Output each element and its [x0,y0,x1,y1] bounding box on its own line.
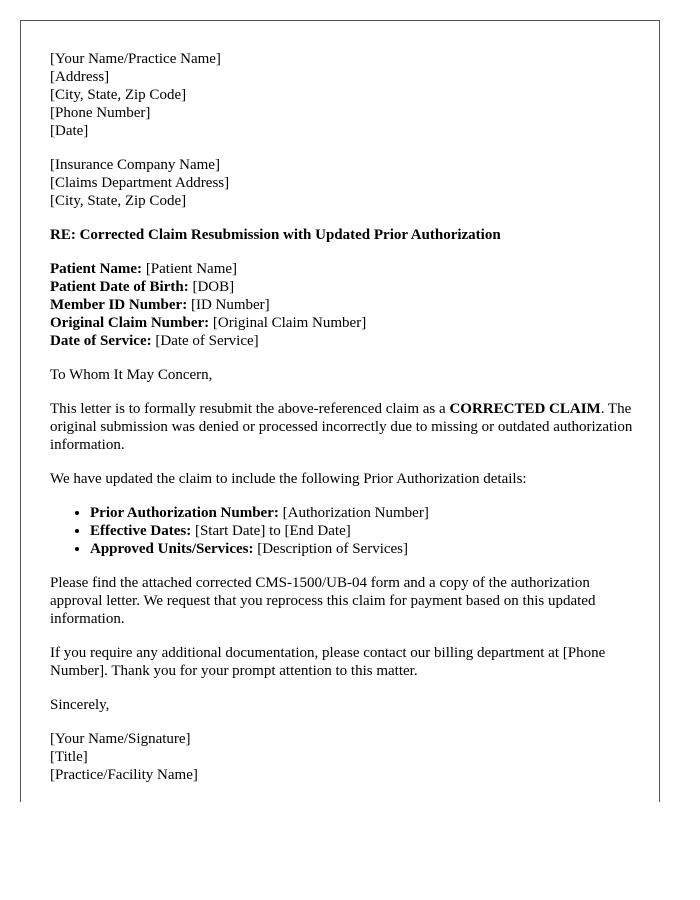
paragraph-resubmit-text [50,400,640,454]
sender-name: [Your Name/Practice Name] [50,51,221,67]
patient-dob-value: [DOB] [192,279,235,295]
date-of-service-row [50,332,640,350]
signature-title: [Title] [50,749,88,765]
sender-block [50,50,640,140]
paragraph-updated [50,470,640,488]
salutation-text: To Whom It May Concern, [50,367,213,383]
signature-practice: [Practice/Facility Name] [50,767,198,783]
paragraph-attachments [50,574,640,628]
letter-date: [Date] [50,123,89,139]
recipient-block [50,156,640,210]
list-item-effective-dates [90,522,640,540]
closing-text: Sincerely, [50,697,110,713]
auth-number-label: Prior Authorization Number: [90,505,279,521]
recipient-company: [Insurance Company Name] [50,157,220,173]
patient-name-value: [Patient Name] [145,261,238,277]
signature-name: [Your Name/Signature] [50,731,191,747]
paragraph-contact-text: If you require any additional documentation, please contact our billing department at [Phone Number]. Thank you for your prompt attention to this matter. [50,645,606,679]
patient-dob-row [50,278,640,296]
member-id-row [50,296,640,314]
approved-units-label: Approved Units/Services: [90,541,254,557]
subject-line [50,226,640,244]
list-item-auth-number [90,504,640,522]
patient-name-label: Patient Name: [50,261,143,277]
patient-name-row [50,260,640,278]
recipient-department-address: [Claims Department Address] [50,175,230,191]
date-of-service-label: Date of Service: [50,333,152,349]
paragraph-resubmit [50,400,640,454]
effective-dates-label: Effective Dates: [90,523,192,539]
original-claim-label: Original Claim Number: [50,315,210,331]
paragraph-updated-text: We have updated the claim to include the following Prior Authorization details: [50,471,527,487]
auth-details-list [50,504,640,558]
sender-city-state-zip: [City, State, Zip Code] [50,87,187,103]
recipient-city-state-zip: [City, State, Zip Code] [50,193,187,209]
list-item-approved-units [90,540,640,558]
paragraph-contact [50,644,640,680]
auth-number-value: [Authorization Number] [282,505,429,521]
paragraph-resubmit-before: This letter is to formally resubmit the above-referenced claim as a [50,401,450,417]
letter-content [50,50,640,800]
effective-dates-value: [Start Date] to [End Date] [194,523,351,539]
patient-info-block [50,260,640,350]
corrected-claim-emphasis: CORRECTED CLAIM [449,401,601,417]
date-of-service-value: [Date of Service] [155,333,259,349]
sender-address: [Address] [50,69,110,85]
member-id-label: Member ID Number: [50,297,188,313]
paragraph-attachments-text: Please find the attached corrected CMS-1500/UB-04 form and a copy of the authorization approval letter. We request that you reprocess this claim for payment based on this updated information. [50,575,596,627]
original-claim-row [50,314,640,332]
member-id-value: [ID Number] [190,297,270,313]
approved-units-value: [Description of Services] [257,541,409,557]
patient-dob-label: Patient Date of Birth: [50,279,189,295]
closing [50,696,640,714]
subject-text: RE: Corrected Claim Resubmission with Updated Prior Authorization [50,227,501,243]
letter-page [20,20,660,802]
paragraph-resubmit-after: . The original submission was denied or processed incorrectly due to missing or outdated authorization information. [50,401,633,453]
signature-block [50,730,640,784]
sender-phone: [Phone Number] [50,105,151,121]
original-claim-value: [Original Claim Number] [212,315,367,331]
salutation [50,366,640,384]
